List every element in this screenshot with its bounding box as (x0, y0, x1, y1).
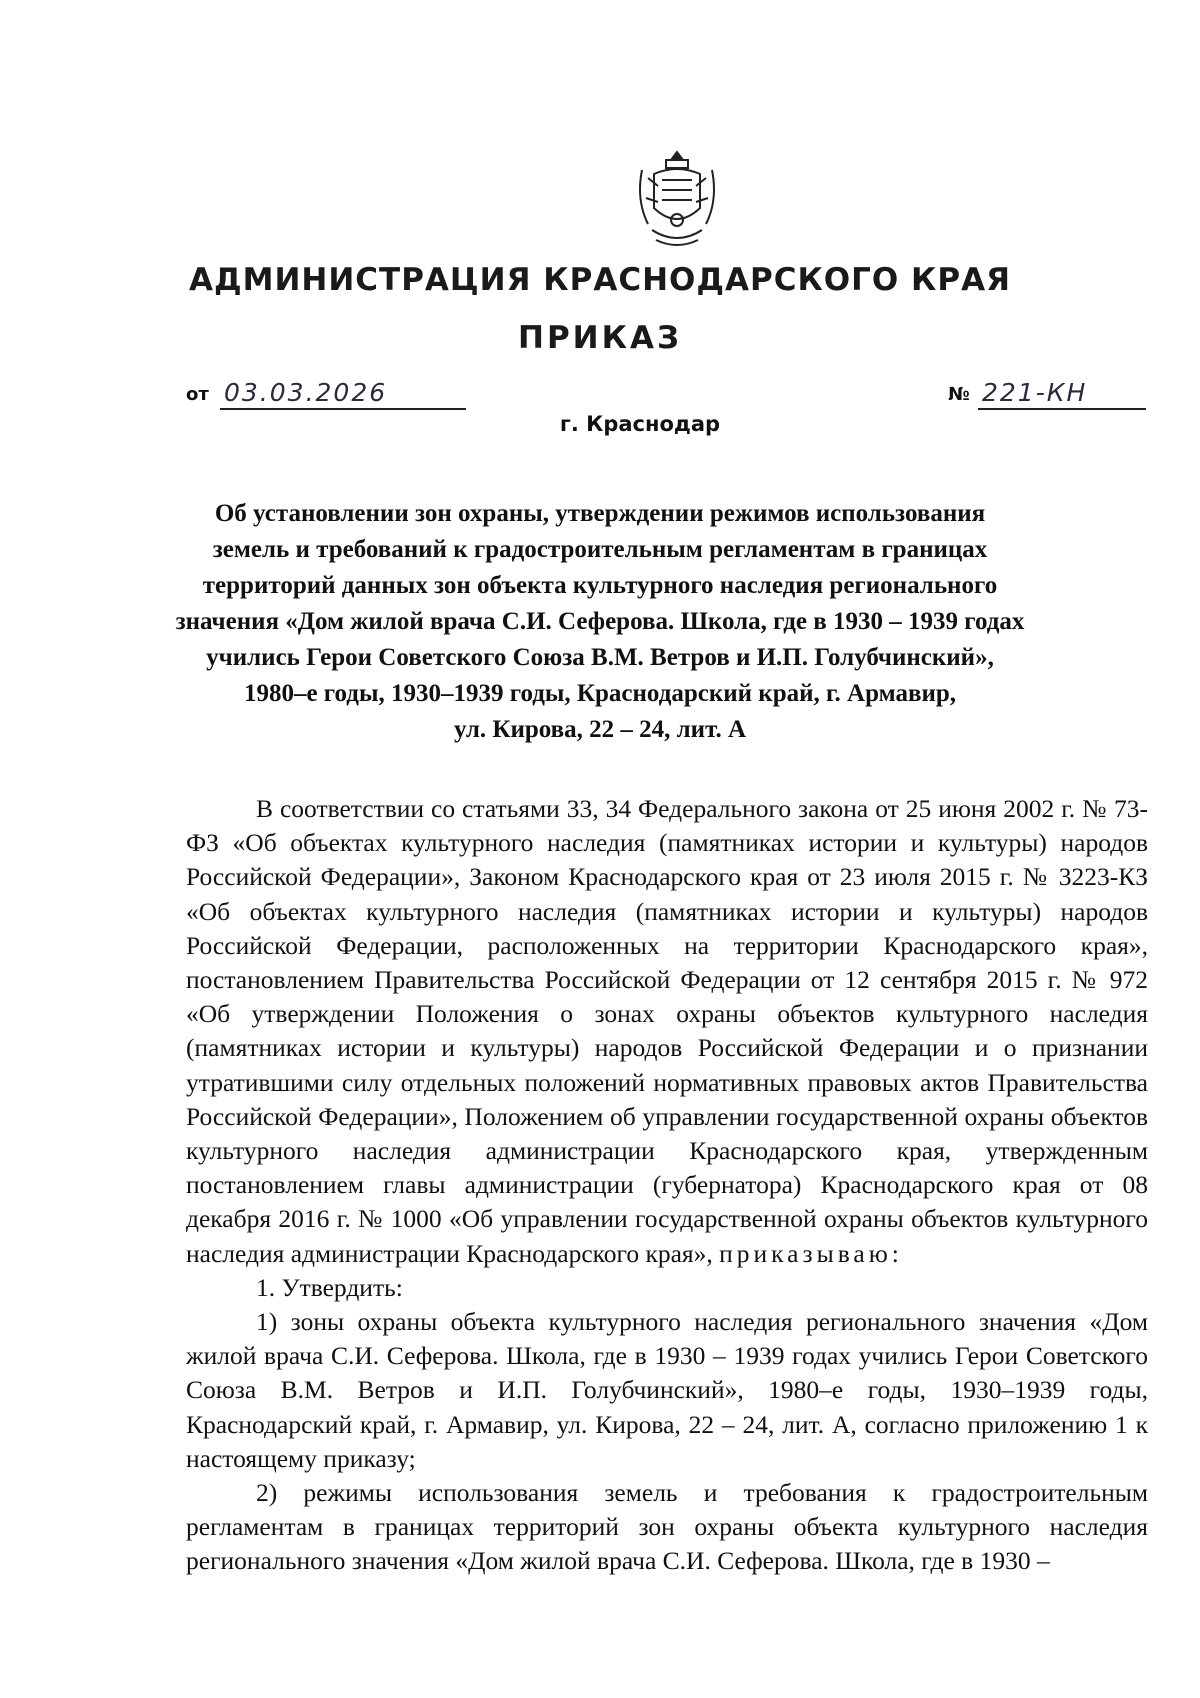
subject-line: территорий данных зон объекта культурного наследия регионального (202, 572, 998, 599)
date-field (220, 378, 466, 410)
subject-line: учились Герои Советского Союза В.М. Ветров и И.П. Голубчинский», (206, 644, 994, 671)
preamble-text: В соответствии со статьями 33, 34 Федерального закона от 25 июня 2002 г. № 73-ФЗ «Об объектах культурного наследия (памятниках истории и культуры) народов Российской Федерации», Законом Краснодарского края от 23 июля 2015 г. № 3223-КЗ «Об объектах культурного наследия (памятниках истории и культуры) народов Российской Федерации, расположенных на территории Краснодарского края», постановлением Правительства Российской Федерации от 12 сентября 2015 г. № 972 «Об утверждении Положения о зонах охраны объектов культурного наследия (памятниках истории и культуры) народов Российской Федерации и о признании утратившими силу отдельных положений нормативных правовых актов Правительства Российской Федерации», Положением об управлении государственной охраны объектов культурного наследия администрации Краснодарского края, утвержденным постановлением главы администрации (губернатора) Краснодарского края от 08 декабря 2016 г. № 1000 «Об управлении государственной охраны объектов культурного наследия администрации Краснодарского края», (186, 794, 1148, 1268)
handwritten-number: 221-КН (982, 378, 1088, 407)
document-subject (170, 496, 1030, 748)
number-field (978, 378, 1146, 410)
subject-line: земель и требований к градостроительным регламентам в границах (212, 536, 988, 563)
document-body (186, 792, 1148, 1579)
item-1-2: 2) режимы использования земель и требования к градостроительным регламентам в границах территорий зон охраны объекта культурного наследия регионального значения «Дом жилой врача С.И. Сеферова. Школа, где в 1930 – (186, 1478, 1148, 1576)
item-1: 1. Утвердить: (256, 1272, 403, 1302)
subject-line: Об установлении зон охраны, утверждении режимов использования (214, 500, 986, 527)
document-type-title: ПРИКАЗ (518, 320, 682, 356)
organization-title: АДМИНИСТРАЦИЯ КРАСНОДАРСКОГО КРАЯ (189, 262, 1011, 298)
subject-line: значения «Дом жилой врача С.И. Сеферова. Школа, где в 1930 – 1939 годах (175, 608, 1025, 635)
number-label: № (948, 384, 970, 405)
city-label: г. Краснодар (559, 412, 721, 436)
item-1-1: 1) зоны охраны объекта культурного наследия регионального значения «Дом жилой врача С.И. Сеферова. Школа, где в 1930 – 1939 годах учились Герои Советского Союза В.М. Ветров и И.П. Голубчинский», 1980–е годы, 1930–1939 годы, Краснодарский край, г. Армавир, ул. Кирова, 22 – 24, лит. А, согласно приложению 1 к настоящему приказу; (186, 1307, 1148, 1473)
preamble-paragraph (186, 792, 1148, 1271)
order-word: приказываю: (719, 1238, 903, 1268)
handwritten-date: 03.03.2026 (224, 378, 388, 407)
subject-line: 1980–е годы, 1930–1939 годы, Краснодарский край, г. Армавир, (243, 680, 957, 707)
date-label: от (186, 384, 209, 405)
subject-line: ул. Кирова, 22 – 24, лит. А (453, 716, 747, 743)
coat-of-arms-emblem (632, 148, 722, 256)
